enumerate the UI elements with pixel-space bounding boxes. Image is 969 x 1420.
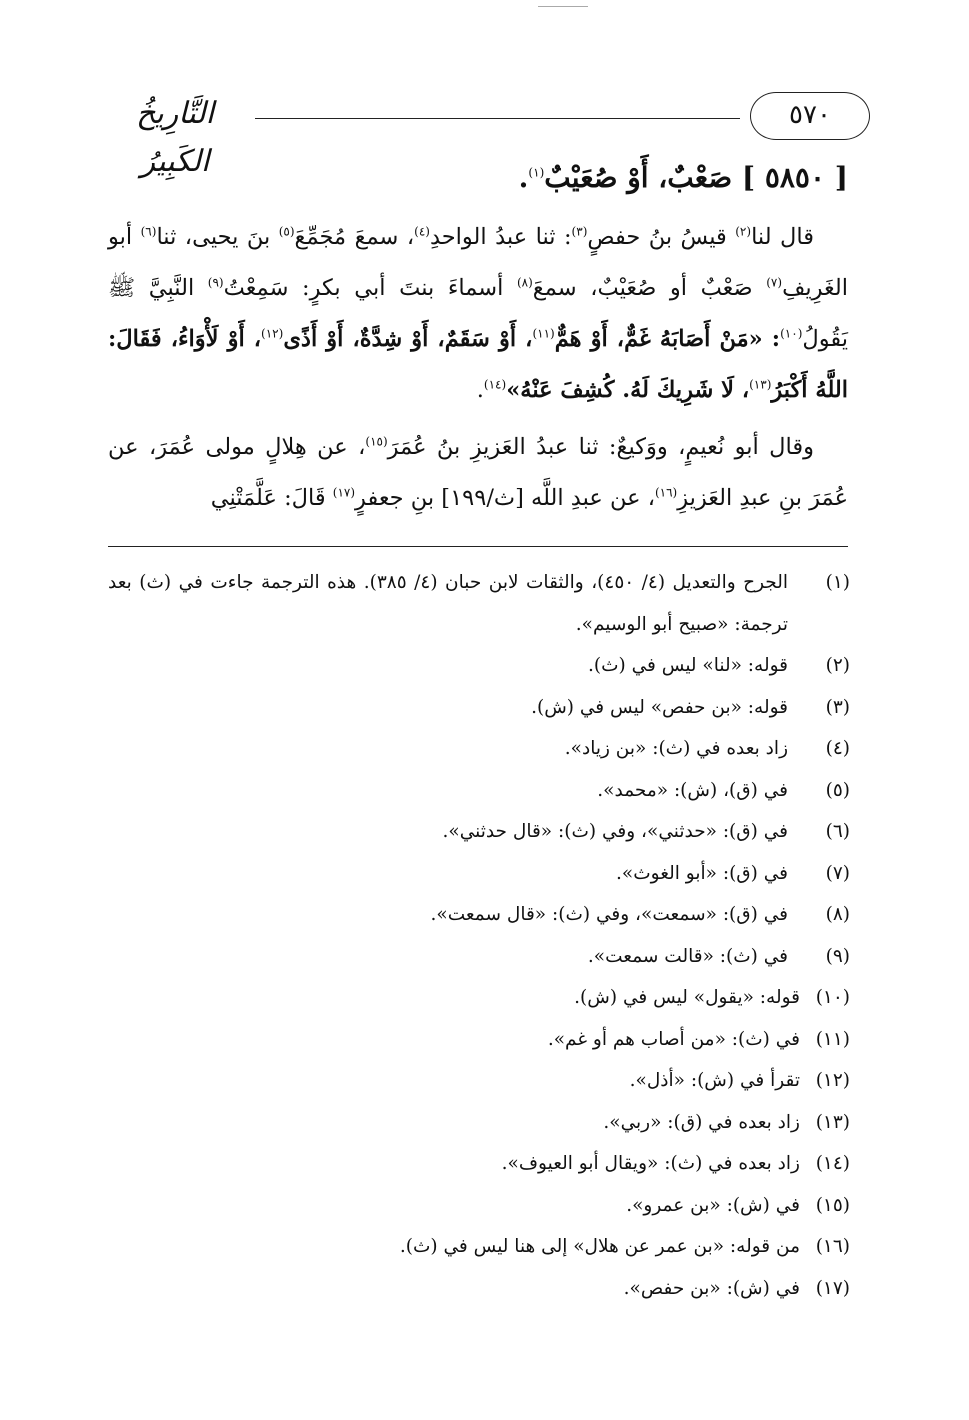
footnote-ref: (١٣) xyxy=(749,377,772,392)
footnote-text: في (ق): «حدثني»، وفي (ث): «قال حدثني». xyxy=(442,821,788,842)
footnote-number: (٥) xyxy=(825,779,850,801)
hadith-text: ، أَوْ لَأْوَاءُ، فَقَالَ: اللَّهُ أَكْبَرُ xyxy=(108,326,848,403)
footnote-number: (٤) xyxy=(825,738,850,759)
footnote-ref: (١) xyxy=(528,165,545,180)
footnote-17 xyxy=(108,1268,850,1310)
footnote-5 xyxy=(108,770,850,812)
footnotes xyxy=(108,562,850,1309)
footnote-4 xyxy=(108,728,850,770)
text-run: قال لنا xyxy=(751,224,814,250)
footnote-number: (٣) xyxy=(825,696,850,718)
footnote-13 xyxy=(108,1102,850,1144)
footnote-8 xyxy=(108,894,850,936)
footnote-text: في (ق): «سمعت»، وفي (ث): «قال سمعت». xyxy=(430,904,788,925)
footnote-14 xyxy=(108,1143,850,1185)
footnote-ref: (٥) xyxy=(278,224,295,239)
footnote-7 xyxy=(108,853,850,895)
footnote-11 xyxy=(108,1019,850,1061)
hadith-text: ، لَا شَرِيكَ لَهُ. كُشِفَ عَنْهُ» xyxy=(506,377,750,403)
footnote-text: قوله: «يقول» ليس في (ش). xyxy=(574,987,800,1008)
footnote-number: (١٦) xyxy=(815,1236,850,1257)
text-run: : ثنا عبدُ الواحدِ xyxy=(429,224,572,250)
entry-heading: [ ٥٨٥٠ ] صَعْبٌ، أَوْ صُعَيْبٌ$^{(١)}$. xyxy=(518,161,848,194)
text-run: وقال أبو نُعيمٍ، ووَكيعٌ: ثنا عبدُ العَزيزِ بنُ عُمَرَ xyxy=(387,434,814,460)
footnote-text: في (ث): «من أصاب هم أو غم». xyxy=(547,1028,800,1050)
footnote-ref: (٧) xyxy=(766,275,783,290)
paragraph-1 xyxy=(108,212,848,416)
footnote-6 xyxy=(108,811,850,853)
footnote-text: في (ش): «بن حفص». xyxy=(623,1277,800,1299)
footnote-ref: (١٥) xyxy=(365,434,388,449)
footnote-ref: (١١) xyxy=(532,326,555,341)
text-run: قَالَ: عَلَّمَتْنِي xyxy=(210,485,333,511)
footnote-1 xyxy=(108,562,850,645)
footnote-number: (١٢) xyxy=(815,1070,850,1091)
main-text xyxy=(108,150,848,524)
footnote-text: قوله: «بن حفص» ليس في (ش). xyxy=(531,696,788,718)
text-run: النَّبِيَّ ﷺ يَقُولُ xyxy=(108,275,848,352)
footnote-12 xyxy=(108,1060,850,1102)
footnote-2 xyxy=(108,645,850,687)
footnote-ref: (٣) xyxy=(571,224,588,239)
footnote-number: (٨) xyxy=(825,904,850,925)
footnote-number: (١) xyxy=(825,572,850,593)
page-number: ٥٧٠ xyxy=(750,92,870,140)
entry-heading-text: [ ٥٨٥٠ ] صَعْبٌ، أَوْ صُعَيْبٌ xyxy=(544,161,848,194)
top-edge-mark xyxy=(538,6,588,7)
footnote-text: قوله: «لنا» ليس في (ث). xyxy=(587,655,788,676)
footnote-number: (١٣) xyxy=(815,1111,850,1133)
hadith-text: ، أَوْ سَقَمٌ، أَوْ شِدَّةٌ، أَوْ أَذًى xyxy=(283,326,533,352)
footnote-number: (١١) xyxy=(815,1028,850,1050)
text-run: . xyxy=(476,377,484,403)
footnote-text: من قوله: «بن عمر عن هلال» إلى هنا ليس في (ث). xyxy=(399,1236,800,1257)
footnote-number: (١٤) xyxy=(815,1153,850,1174)
footnote-ref: (١٤) xyxy=(483,377,507,392)
text-run: بنَ يحيى، ثنا xyxy=(156,224,279,250)
paragraph-2 xyxy=(108,422,848,524)
footnote-ref: (٦) xyxy=(140,224,157,239)
footnote-9 xyxy=(108,936,850,978)
footnote-ref: (٤) xyxy=(414,224,430,239)
footnote-number: (١٧) xyxy=(815,1277,850,1299)
text-run: أبو الغَرِيفِ xyxy=(108,224,848,301)
footnote-text: تقرأ في (ش): «أذل». xyxy=(629,1070,800,1091)
text-run: ، سمعَ مُجَمِّعَ xyxy=(294,224,415,250)
footnote-ref: (١٧) xyxy=(332,485,356,500)
footnote-number: (١٥) xyxy=(815,1194,850,1216)
footnote-text: الجرح والتعديل (٤/ ٤٥٠)، والثقات لابن حبان (٤/ ٣٨٥). هذه الترجمة جاءت في (ث) بعد ترجمة: «صبيح أبو الوسيم». xyxy=(108,572,788,635)
text-run: أسماءَ بنتَ أبي بكرٍ: سَمِعْتُ xyxy=(223,275,517,301)
footnote-ref: (٢) xyxy=(735,224,752,239)
footnote-number: (٢) xyxy=(825,655,850,676)
footnote-ref: (١٠) xyxy=(780,326,803,341)
footnote-text: في (ق): «أبو الغوث». xyxy=(616,862,788,884)
footnote-text: زاد بعده في (ث): «بن زياد». xyxy=(564,738,788,759)
text-run: قيسُ بنُ حفصٍ xyxy=(587,224,736,250)
footnote-text: زاد بعده في (ق): «ربي». xyxy=(603,1111,800,1133)
footnote-divider xyxy=(108,546,848,547)
footnote-number: (٦) xyxy=(825,821,850,842)
footnote-text: في (ث): «قالت سمعت». xyxy=(587,945,788,967)
text-run: ، عن هِلالٍ مولى عُمَرَ، عن عُمَرَ بنِ عبدِ العَزيزِ xyxy=(108,434,848,511)
header-rule xyxy=(255,118,740,119)
footnote-ref: (٨) xyxy=(516,275,533,290)
footnote-ref: (١٦) xyxy=(654,485,678,500)
footnote-number: (٩) xyxy=(825,945,850,967)
running-title: التَّارِيخُ الكَبِيرُ xyxy=(136,96,214,179)
footnote-15 xyxy=(108,1185,850,1227)
text-run: ، عن عبدِ اللَّه [ث/١٩٩] بنِ جعفرٍ xyxy=(355,485,655,511)
hadith-text: : «مَنْ أَصَابَهُ غَمٌّ، أَوْ هَمٌّ xyxy=(554,326,781,352)
footnote-number: (٧) xyxy=(825,862,850,884)
footnote-16 xyxy=(108,1226,850,1268)
footnote-10 xyxy=(108,977,850,1019)
footnote-text: في (ق)، (ش): «محمد». xyxy=(597,779,788,801)
footnote-text: زاد بعده في (ث): «ويقال أبو العيوف». xyxy=(501,1153,800,1174)
footnote-ref: (٩) xyxy=(207,275,224,290)
text-run: صَعْبٌ أو صُعَيْبٌ، سمعَ xyxy=(532,275,767,301)
footnote-text: في (ش): «بن عمرو». xyxy=(626,1194,800,1216)
footnote-ref: (١٢) xyxy=(261,326,284,341)
footnote-number: (١٠) xyxy=(815,987,850,1008)
footnote-3 xyxy=(108,687,850,729)
